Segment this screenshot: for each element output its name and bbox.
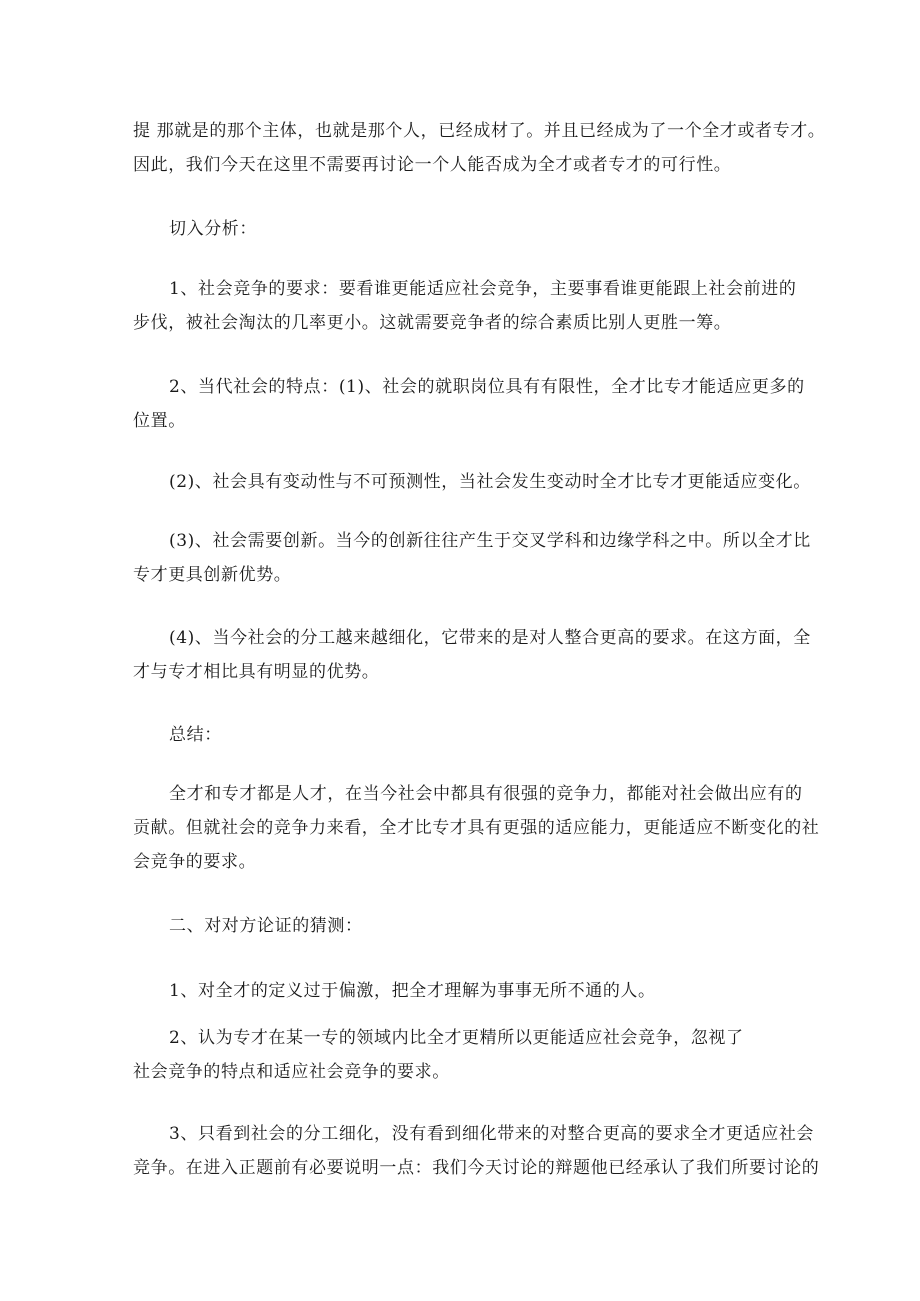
heading-analysis — [133, 212, 803, 246]
paragraph-guess-2 — [133, 1021, 803, 1089]
paragraph-intro — [133, 114, 826, 182]
text-line: 总结： — [169, 725, 222, 745]
paragraph-summary — [133, 777, 820, 879]
text-line: 切入分析： — [169, 219, 257, 239]
text-line: 步伐，被社会淘汰的几率更小。这就需要竞争者的综合素质比别人更胜一筹。 — [133, 313, 732, 333]
text-line: 2、当代社会的特点：(1)、社会的就职岗位具有有限性，全才比专才能适应更多的 — [169, 377, 805, 397]
text-line: (4)、当今社会的分工越来越细化，它带来的是对人整合更高的要求。在这方面，全 — [169, 628, 811, 648]
paragraph-subpoint-4 — [133, 621, 811, 689]
text-line: 社会竞争的特点和适应社会竞争的要求。 — [133, 1062, 450, 1082]
text-line: 因此，我们今天在这里不需要再讨论一个人能否成为全才或者专才的可行性。 — [133, 155, 732, 175]
text-line: 1、社会竞争的要求：要看谁更能适应社会竞争，主要事看谁更能跟上社会前进的 — [169, 279, 797, 299]
paragraph-guess-3 — [133, 1117, 820, 1185]
text-line: 会竞争的要求。 — [133, 852, 257, 872]
heading-opponent-guess — [133, 909, 803, 943]
text-line: 全才和专才都是人才，在当今社会中都具有很强的竞争力，都能对社会做出应有的 — [169, 784, 803, 804]
text-line: 专才更具创新优势。 — [133, 565, 292, 585]
text-line: 提 那就是的那个主体，也就是那个人，已经成材了。并且已经成为了一个全才或者专才。 — [133, 121, 826, 141]
paragraph-point-2 — [133, 370, 803, 438]
text-line: 才与专才相比具有明显的优势。 — [133, 662, 380, 682]
text-line: 位置。 — [133, 411, 186, 431]
heading-summary — [133, 718, 803, 752]
paragraph-point-1 — [133, 272, 803, 340]
text-line: 2、认为专才在某一专的领域内比全才更精所以更能适应社会竞争，忽视了 — [169, 1028, 744, 1048]
text-line: 二、对对方论证的猜测： — [169, 916, 363, 936]
text-line: 1、对全才的定义过于偏激，把全才理解为事事无所不通的人。 — [169, 981, 656, 1001]
text-line: (2)、社会具有变动性与不可预测性，当社会发生变动时全才比专才更能适应变化。 — [169, 472, 811, 492]
text-line: 贡献。但就社会的竞争力来看，全才比专才具有更强的适应能力，更能适应不断变化的社 — [133, 818, 820, 838]
paragraph-subpoint-2 — [133, 465, 811, 499]
text-line: 3、只看到社会的分工细化，没有看到细化带来的对整合更高的要求全才更适应社会 — [169, 1124, 815, 1144]
paragraph-subpoint-3 — [133, 524, 811, 592]
text-line: (3)、社会需要创新。当今的创新往往产生于交叉学科和边缘学科之中。所以全才比 — [169, 531, 811, 551]
paragraph-guess-1 — [133, 974, 803, 1008]
text-line: 竞争。在进入正题前有必要说明一点：我们今天讨论的辩题他已经承认了我们所要讨论的 — [133, 1158, 820, 1178]
